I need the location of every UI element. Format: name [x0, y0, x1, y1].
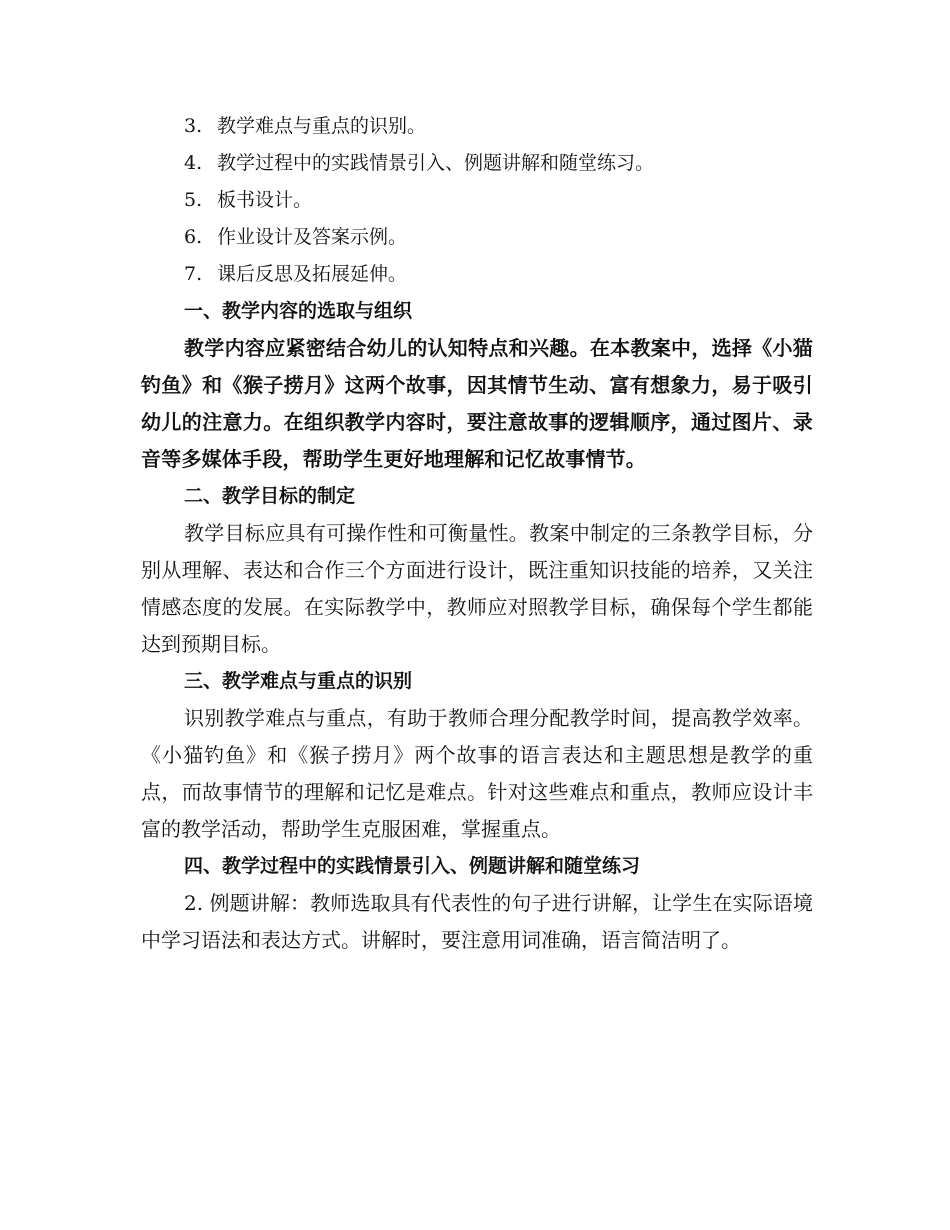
section-heading-goals: 二、教学目标的制定 — [184, 485, 356, 507]
list-item-number: 3. — [184, 115, 203, 137]
list-item-text: 教学难点与重点的识别。 — [217, 115, 427, 137]
list-item — [141, 182, 813, 219]
list-item-number: 5. — [184, 189, 203, 211]
list-item-text: 板书设计。 — [217, 189, 313, 211]
list-item-number: 7. — [184, 263, 203, 285]
list-item — [141, 145, 813, 182]
list-item-text: 作业设计及答案示例。 — [217, 226, 408, 248]
document-page — [141, 108, 813, 959]
list-item — [141, 219, 813, 256]
section-body-content: 教学内容应紧密结合幼儿的认知特点和兴趣。在本教案中，选择《小猫钓鱼》和《猴子捞月》这两个故事，因其情节生动、富有想象力，易于吸引幼儿的注意力。在组织教学内容时，要注意故事的逻辑顺序，通过图片、录音等多媒体手段，帮助学生更好地理解和记忆故事情节。 — [141, 336, 813, 471]
section-heading-process: 四、教学过程中的实践情景引入、例题讲解和随堂练习 — [184, 855, 641, 877]
section-body-process: 2. 例题讲解：教师选取具有代表性的句子进行讲解，让学生在实际语境中学习语法和表达方式。讲解时，要注意用词准确，语言简洁明了。 — [141, 891, 813, 952]
list-item-number: 4. — [184, 152, 203, 174]
section-body-goals: 教学目标应具有可操作性和可衡量性。教案中制定的三条教学目标，分别从理解、表达和合作三个方面进行设计，既注重知识技能的培养，又关注情感态度的发展。在实际教学中，教师应对照教学目标，确保每个学生都能达到预期目标。 — [141, 521, 813, 656]
section-body-key-points: 识别教学难点与重点，有助于教师合理分配教学时间，提高教学效率。《小猫钓鱼》和《猴子捞月》两个故事的语言表达和主题思想是教学的重点，而故事情节的理解和记忆是难点。针对这些难点和重点，教师应设计丰富的教学活动，帮助学生克服困难，掌握重点。 — [141, 706, 813, 841]
list-item-number: 6. — [184, 226, 203, 248]
list-item-text: 课后反思及拓展延伸。 — [217, 263, 408, 285]
list-item-text: 教学过程中的实践情景引入、例题讲解和随堂练习。 — [217, 152, 655, 174]
list-item — [141, 256, 813, 293]
list-item — [141, 108, 813, 145]
section-heading-content: 一、教学内容的选取与组织 — [184, 300, 413, 322]
section-heading-key-points: 三、教学难点与重点的识别 — [184, 670, 413, 692]
